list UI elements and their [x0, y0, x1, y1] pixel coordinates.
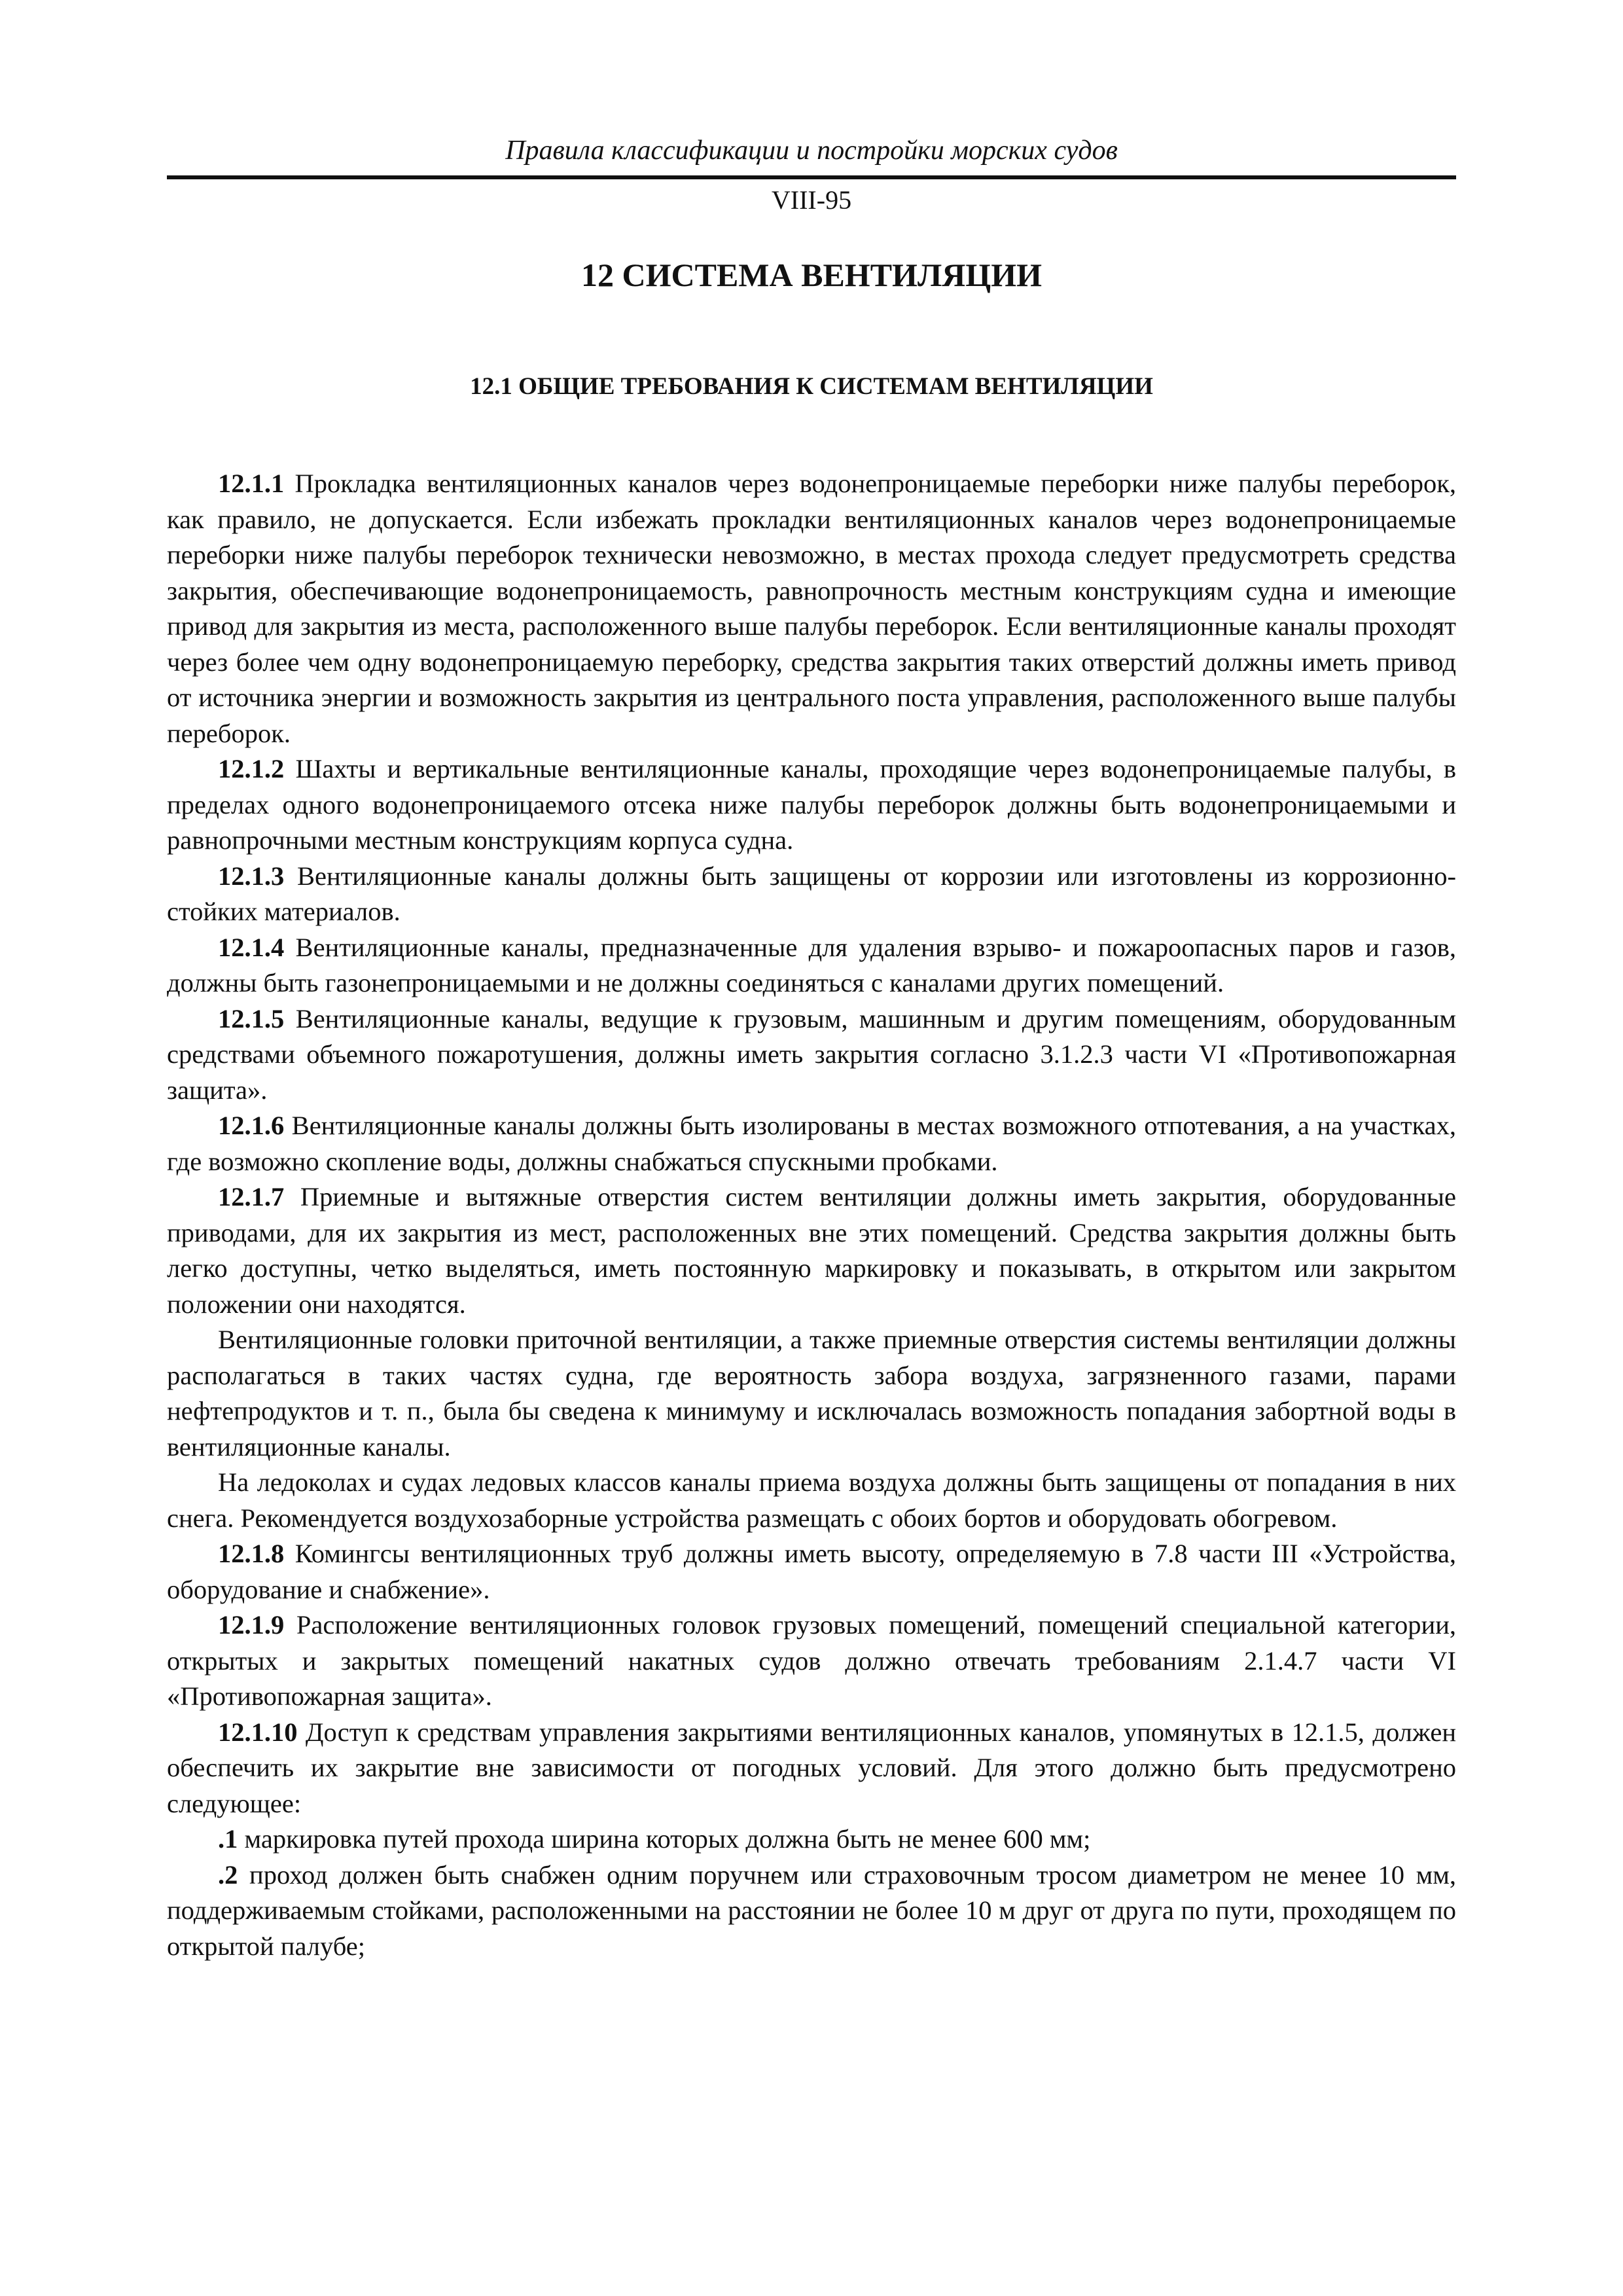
section-title: 12.1 ОБЩИЕ ТРЕБОВАНИЯ К СИСТЕМАМ ВЕНТИЛЯЦИИ [470, 373, 1153, 400]
paragraph-text: Вентиляционные головки приточной вентиляции, а также приемные отверстия системы вентиляции должны располагаться в таких частях судна, где вероятность забора воздуха, загрязненного газами, парами нефтепродуктов и т. п., была бы сведена к минимуму и исключалась возможность попадания забортной воды в вентиляционные каналы. [167, 1325, 1456, 1462]
paragraph-12-1-1 [167, 466, 1456, 751]
paragraph-text: Прокладка вентиляционных каналов через водонепроницаемые переборки ниже палубы переборок, как правило, не допускается. Если избежать прокладки вентиляционных каналов через водонепроницаемые переборки ниже палубы переборок технически невозможно, в местах прохода следует предусмотреть средства закрытия, обеспечивающие водонепроницаемость, равнопрочность местным конструкциям судна и имеющие привод для закрытия из места, расположенного выше палубы переборок. Если вентиляционные каналы проходят через более чем одну водонепроницаемую переборку, средства закрытия таких отверстий должны иметь привод от источника энергии и возможность закрытия из центрального поста управления, расположенного выше палубы переборок. [167, 469, 1456, 748]
paragraph-number: 12.1.3 [218, 861, 285, 891]
paragraph-ventilation-heads [167, 1322, 1456, 1465]
running-header-title: Правила классификации и постройки морских судов [505, 135, 1118, 166]
paragraph-12-1-7 [167, 1179, 1456, 1322]
list-item-2 [167, 1857, 1456, 1965]
page-number: VIII-95 [771, 185, 852, 215]
paragraph-12-1-4 [167, 930, 1456, 1001]
paragraph-number: 12.1.6 [218, 1111, 285, 1140]
paragraph-number: 12.1.9 [218, 1610, 285, 1640]
body-text [167, 466, 1456, 1964]
paragraph-12-1-9 [167, 1607, 1456, 1715]
list-item-number: .1 [218, 1824, 238, 1854]
paragraph-number: 12.1.10 [218, 1717, 298, 1747]
paragraph-number: 12.1.4 [218, 932, 285, 962]
list-item-number: .2 [218, 1859, 238, 1890]
paragraph-text: На ледоколах и судах ледовых классов каналы приема воздуха должны быть защищены от попадания в них снега. Рекомендуется воздухозаборные устройства размещать с обоих бортов и оборудовать обогревом. [167, 1467, 1456, 1533]
paragraph-12-1-10 [167, 1715, 1456, 1822]
paragraph-number: 12.1.5 [218, 1003, 285, 1033]
paragraph-number: 12.1.8 [218, 1539, 285, 1568]
header-rule [167, 175, 1456, 179]
paragraph-number: 12.1.7 [218, 1182, 285, 1211]
paragraph-12-1-2 [167, 751, 1456, 859]
paragraph-text: Вентиляционные каналы должны быть изолированы в местах возможного отпотевания, а на участках, где возможно скопление воды, должны снабжаться спускными пробками. [167, 1111, 1456, 1176]
paragraph-number: 12.1.1 [218, 469, 285, 498]
paragraph-12-1-8 [167, 1536, 1456, 1607]
list-item-text: проход должен быть снабжен одним поручнем или страховочным тросом диаметром не менее 10 мм, поддерживаемым стойками, расположенными на расстоянии не более 10 м друг от друга по пути, проходящем по открытой палубе; [167, 1859, 1456, 1961]
paragraph-number: 12.1.2 [218, 754, 285, 783]
paragraph-text: Доступ к средствам управления закрытиями вентиляционных каналов, упомянутых в 12.1.5, должен обеспечить их закрытие вне зависимости от погодных условий. Для этого должно быть предусмотрено следующее: [167, 1717, 1456, 1818]
paragraph-12-1-5 [167, 1001, 1456, 1109]
paragraph-text: Приемные и вытяжные отверстия систем вентиляции должны иметь закрытия, оборудованные приводами, для их закрытия из мест, расположенных вне этих помещений. Средства закрытия должны быть легко доступны, четко выделяться, иметь постоянную маркировку и показывать, в открытом или закрытом положении они находятся. [167, 1182, 1456, 1319]
paragraph-text: Вентиляционные каналы должны быть защищены от коррозии или изготовлены из коррозионно-стойких материалов. [167, 861, 1456, 926]
paragraph-text: Вентиляционные каналы, предназначенные для удаления взрыво- и пожароопасных паров и газов, должны быть газонепроницаемыми и не должны соединяться с каналами других помещений. [167, 932, 1456, 997]
paragraph-text: Шахты и вертикальные вентиляционные каналы, проходящие через водонепроницаемые палубы, в пределах одного водонепроницаемого отсека ниже палубы переборок должны быть водонепроницаемыми и равнопрочными местным конструкциям корпуса судна. [167, 754, 1456, 855]
list-item-1 [167, 1821, 1456, 1857]
chapter-title: 12 СИСТЕМА ВЕНТИЛЯЦИИ [581, 257, 1042, 293]
paragraph-text: Комингсы вентиляционных труб должны иметь высоту, определяемую в 7.8 части III «Устройства, оборудование и снабжение». [167, 1539, 1456, 1604]
paragraph-text: Расположение вентиляционных головок грузовых помещений, помещений специальной категории, открытых и закрытых помещений накатных судов должно отвечать требованиям 2.1.4.7 части VI «Противопожарная защита». [167, 1610, 1456, 1711]
paragraph-12-1-6 [167, 1108, 1456, 1179]
paragraph-text: Вентиляционные каналы, ведущие к грузовым, машинным и другим помещениям, оборудованным средствами объемного пожаротушения, должны иметь закрытия согласно 3.1.2.3 части VI «Противопожарная защита». [167, 1003, 1456, 1105]
paragraph-12-1-3 [167, 859, 1456, 930]
paragraph-icebreakers [167, 1465, 1456, 1536]
list-item-text: маркировка путей прохода ширина которых должна быть не менее 600 мм; [238, 1824, 1091, 1854]
